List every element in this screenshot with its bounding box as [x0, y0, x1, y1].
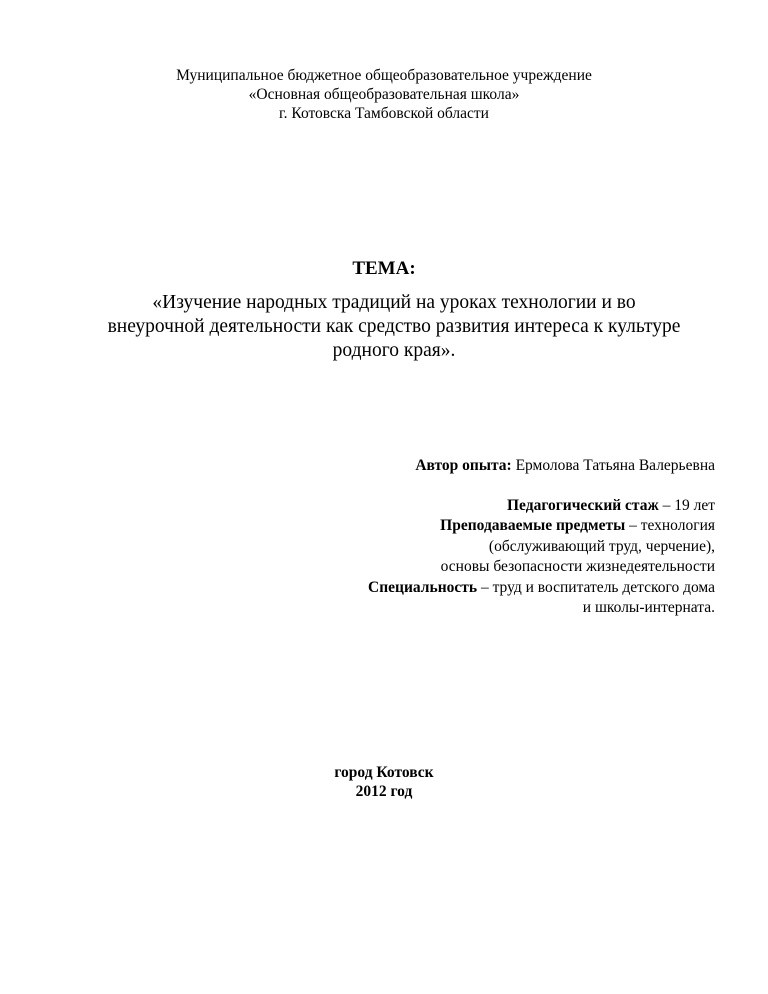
author-label: Автор опыта:	[415, 457, 512, 474]
specialty-label: Специальность	[368, 578, 478, 596]
institution-line-2: «Основная общеобразовательная школа»	[248, 86, 520, 103]
city: город Котовск	[334, 764, 434, 781]
topic-heading: ТЕМА:	[352, 258, 416, 279]
institution-header	[0, 66, 768, 123]
topic-line-2: внеурочной деятельности как средство развития интереса к культуре	[107, 316, 681, 337]
subjects-line	[368, 516, 715, 536]
subjects-line-3: основы безопасности жизнедеятельности	[440, 558, 715, 576]
specialty-line-2: и школы-интерната.	[582, 599, 715, 617]
specialty-value: – труд и воспитатель детского дома	[477, 578, 715, 596]
experience-value: – 19 лет	[658, 497, 715, 514]
topic-line-3: родного края».	[332, 340, 456, 361]
topic-line-1: «Изучение народных традиций на уроках технологии и во	[152, 292, 636, 313]
experience-line	[368, 496, 715, 516]
institution-line-1: Муниципальное бюджетное общеобразовательное учреждение	[176, 67, 592, 84]
subjects-value: – технология	[625, 517, 715, 535]
author-block	[415, 456, 715, 475]
year: 2012 год	[355, 783, 413, 800]
topic-text	[74, 291, 714, 363]
experience-label: Педагогический стаж	[507, 497, 659, 514]
subjects-label: Преподаваемые предметы	[440, 517, 626, 535]
author-details	[368, 496, 715, 618]
author-name: Ермолова Татьяна Валерьевна	[511, 457, 715, 474]
place-and-year	[0, 763, 768, 801]
specialty-line	[368, 578, 715, 598]
institution-line-3: г. Котовска Тамбовской области	[279, 105, 489, 122]
subjects-line-2: (обслуживающий труд, черчение),	[488, 537, 715, 555]
